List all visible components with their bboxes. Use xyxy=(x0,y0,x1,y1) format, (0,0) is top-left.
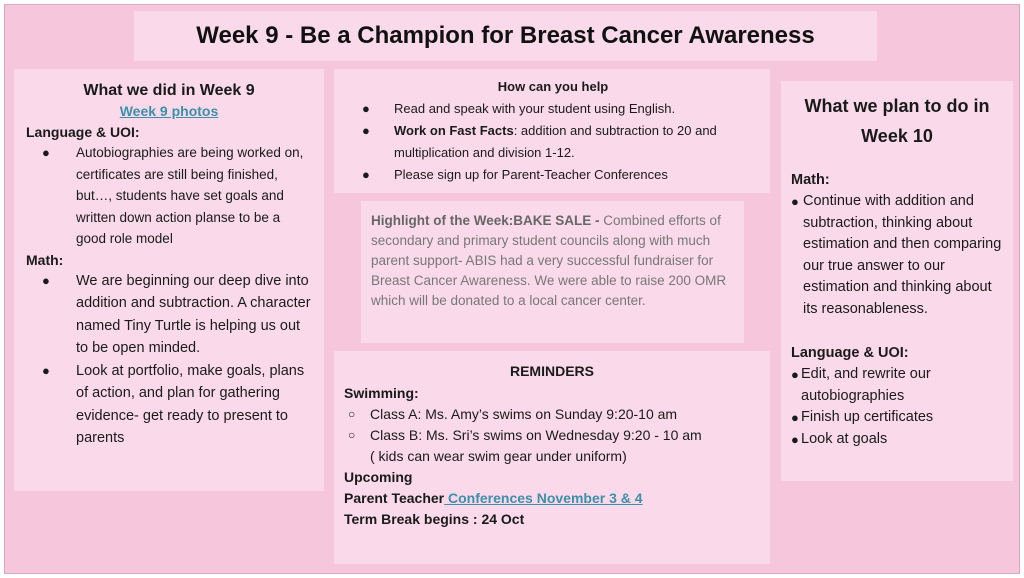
highlight-panel xyxy=(361,201,744,343)
list-item: ● We are beginning our deep dive into addition and subtraction. A character named Tiny Turtle is helping us out to be open minded. xyxy=(26,270,312,360)
bullet-icon: ● xyxy=(791,367,799,382)
list-item: ● Autobiographies are being worked on, certificates are still being finished, but…, students have set goals and written down action planse to be a good role model xyxy=(26,142,312,250)
week10-plan-panel xyxy=(781,81,1013,481)
upcoming-label: Upcoming xyxy=(344,469,413,485)
swim-gear-note: ( kids can wear swim gear under uniform) xyxy=(370,448,627,464)
math-label: Math: xyxy=(26,251,64,268)
week9-heading: What we did in Week 9 xyxy=(83,82,255,99)
highlight-text: Combined efforts of secondary and primary student councils along with much parent support- ABIS had a very successful fundraiser for Breast Cancer Awareness. We were able to raise 200 OMR which will be donated to a local cancer center. xyxy=(371,213,727,308)
week10-language-label: Language & UOI: xyxy=(791,345,909,361)
math-list xyxy=(26,270,312,450)
help-heading: How can you help xyxy=(497,79,609,94)
bullet-icon: ● xyxy=(362,167,370,182)
bullet-icon: ● xyxy=(791,431,799,447)
conferences-link[interactable]: Conferences November 3 & 4 xyxy=(444,490,643,506)
list-item: ○ Class B: Ms. Sri’s swims on Wednesday 9:20 - 10 am xyxy=(344,425,760,446)
list-item: ● Look at goals xyxy=(791,429,1003,451)
week10-math-list xyxy=(791,191,1003,320)
fast-facts-label: Work on Fast Facts xyxy=(394,123,514,138)
week10-heading: What we plan to do in Week 10 xyxy=(804,96,990,146)
list-item: ● Look at portfolio, make goals, plans of action, and plan for gathering evidence- get ready to present to parents xyxy=(26,360,312,450)
week9-photos-link[interactable]: Week 9 photos xyxy=(119,103,219,119)
title-banner xyxy=(134,11,877,61)
help-list xyxy=(346,98,760,186)
week10-math-label: Math: xyxy=(791,172,830,188)
bullet-icon: ● xyxy=(42,145,50,160)
list-item: ● Continue with addition and subtraction, thinking about estimation and then comparing our true answer to our estimation and thinking about its reasonableness. xyxy=(791,193,1002,317)
newsletter-slide xyxy=(4,4,1020,574)
bullet-icon: ● xyxy=(42,362,50,378)
list-item: ● Edit, and rewrite our autobiographies xyxy=(791,366,931,404)
swimming-label: Swimming: xyxy=(344,385,419,401)
how-can-you-help-panel xyxy=(334,69,770,193)
highlight-label: Highlight of the Week:BAKE SALE - xyxy=(371,213,604,228)
circle-bullet-icon: ○ xyxy=(348,428,356,442)
bullet-icon: ● xyxy=(362,123,370,138)
list-item: ● Finish up certificates xyxy=(791,407,1003,429)
list-item: ● Work on Fast Facts: addition and subtraction to 20 and multiplication and division 1-12. xyxy=(346,120,760,164)
term-break-line: Term Break begins : 24 Oct xyxy=(344,511,525,527)
reminders-panel xyxy=(334,351,770,564)
week10-language-list xyxy=(791,364,1003,450)
language-uoi-list xyxy=(26,142,312,250)
list-item: ○ Class A: Ms. Amy’s swims on Sunday 9:20-10 am xyxy=(344,404,760,425)
page-title: Week 9 - Be a Champion for Breast Cancer Awareness xyxy=(196,22,815,49)
swimming-list xyxy=(344,404,760,446)
bullet-icon: ● xyxy=(42,272,50,288)
list-item: ● Please sign up for Parent-Teacher Conferences xyxy=(346,164,760,186)
list-item: ● Read and speak with your student using English. xyxy=(346,98,760,120)
circle-bullet-icon: ○ xyxy=(348,407,356,421)
week9-summary-panel xyxy=(14,69,324,491)
bullet-icon: ● xyxy=(791,410,799,425)
reminders-heading: REMINDERS xyxy=(509,363,594,379)
bullet-icon: ● xyxy=(791,194,799,209)
conferences-line: Parent Teacher Conferences November 3 & 4 xyxy=(344,490,643,506)
language-uoi-label: Language & UOI: xyxy=(26,124,140,140)
bullet-icon: ● xyxy=(362,101,370,116)
